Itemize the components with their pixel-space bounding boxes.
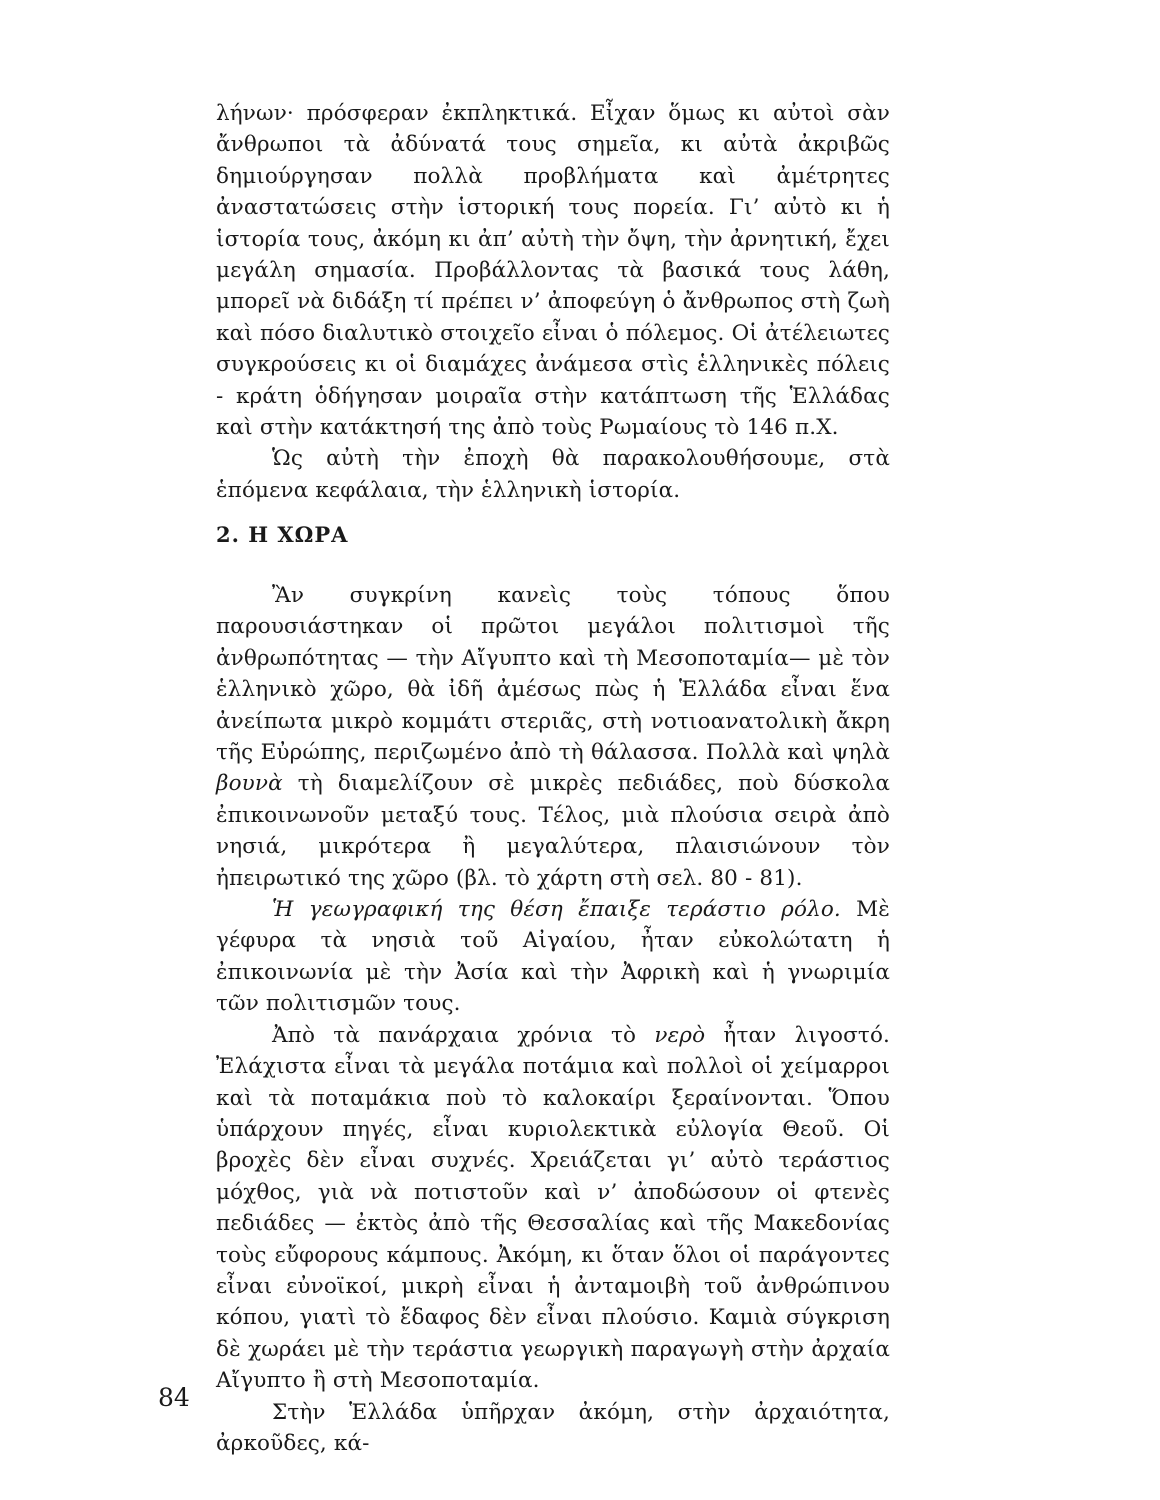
paragraph-3-text: Ἀπὸ τὰ πανάρχαια χρόνια τὸ — [272, 1022, 637, 1048]
paragraph-1-text-end: τὴ διαμελίζουν σὲ μικρὲς πεδιάδες, ποὺ δύσκολα ἐπικοινωνοῦν μεταξύ τους. Τέλος, μιὰ πλούσια σειρὰ ἀπὸ νησιά, μικρότερα ἢ μεγαλύτερα, πλαισιώνουν τὸν ἠπειρωτικό της χῶρο (βλ. τὸ χάρτη στὴ σελ. 80 - 81). — [216, 771, 890, 891]
paragraph-2-text: Μὲ γέφυρα τὰ νησιὰ τοῦ Αἰγαίου, ἦταν εὐκολώτατη ἡ ἐπικοινωνία μὲ τὴν Ἀσία καὶ τὴν Ἀφρικὴ καὶ ἡ γνωριμία τῶν πολιτισμῶν τους. — [216, 897, 890, 1017]
section-heading: 2. Η ΧΩΡΑ — [216, 522, 349, 547]
paragraph-1-text: Ἂν συγκρίνη κανεὶς τοὺς τόπους ὅπου παρουσιάστηκαν οἱ πρῶτοι μεγάλοι πολιτισμοὶ τῆς ἀνθρωπότητας — τὴν Αἴγυπτο καὶ τὴ Μεσοποταμία— μὲ τὸν ἑλληνικὸ χῶρο, θὰ ἰδῆ ἀμέσως πὼς ἡ Ἑλλάδα εἶναι ἕνα ἀνείπωτα μικρὸ κομμάτι στεριᾶς, στὴ νοτιοανατολικὴ ἄκρη τῆς Εὐρώπης, περιζωμένο ἀπὸ τὴ θάλασσα. Πολλὰ καὶ ψηλὰ — [216, 583, 890, 766]
paragraph-3 — [216, 1020, 890, 1397]
page-number: 84 — [158, 1383, 190, 1412]
paragraph-1-emphasis: βουνὰ — [216, 771, 283, 797]
intro-text-block — [216, 98, 890, 506]
section-text-block — [216, 580, 890, 1459]
paragraph-1 — [216, 580, 890, 894]
paragraph-2-emphasis: Ἡ γεωγραφική της θέση ἔπαιξε τεράστιο ρόλο. — [272, 897, 841, 923]
intro-paragraph-1: λήνων· πρόσφεραν ἐκπληκτικά. Εἶχαν ὅμως κι αὐτοὶ σὰν ἄνθρωποι τὰ ἀδύνατά τους σημεῖα, κι αὐτὰ ἀκριβῶς δημιούργησαν πολλὰ προβλήματα καὶ ἀμέτρητες ἀναστατώσεις στὴν ἱστορική τους πορεία. Γι’ αὐτὸ κι ἡ ἱστορία τους, ἀκόμη κι ἀπ’ αὐτὴ τὴν ὄψη, τὴν ἀρνητική, ἔχει μεγάλη σημασία. Προβάλλοντας τὰ βασικά τους λάθη, μπορεῖ νὰ διδάξη τί πρέπει ν’ ἀποφεύγη ὁ ἄνθρωπος στὴ ζωὴ καὶ πόσο διαλυτικὸ στοιχεῖο εἶναι ὁ πόλεμος. Οἱ ἀτέλειωτες συγκρούσεις κι οἱ διαμάχες ἀνάμεσα στὶς ἑλληνικὲς πόλεις - κράτη ὁδήγησαν μοιραῖα στὴν κατάπτωση τῆς Ἑλλάδας καὶ στὴν κατάκτησή της ἀπὸ τοὺς Ρωμαίους τὸ 146 π.Χ. — [216, 101, 890, 441]
paragraph-3-text-end: ἦταν λιγοστό. Ἐλάχιστα εἶναι τὰ μεγάλα ποτάμια καὶ πολλοὶ οἱ χείμαρροι καὶ τὰ ποταμάκια ποὺ τὸ καλοκαίρι ξεραίνονται. Ὅπου ὑπάρχουν πηγές, εἶναι κυριολεκτικὰ εὐλογία Θεοῦ. Οἱ βροχὲς δὲν εἶναι συχνές. Χρειάζεται γι’ αὐτὸ τεράστιος μόχθος, γιὰ νὰ ποτιστοῦν καὶ ν’ ἀποδώσουν οἱ φτενὲς πεδιάδες — ἐκτὸς ἀπὸ τῆς Θεσσαλίας καὶ τῆς Μακεδονίας τοὺς εὔφορους κάμπους. Ἀκόμη, κι ὅταν ὅλοι οἱ παράγοντες εἶναι εὐνοϊκοί, μικρὴ εἶναι ἡ ἀνταμοιβὴ τοῦ ἀνθρώπινου κόπου, γιατὶ τὸ ἔδαφος δὲν εἶναι πλούσιο. Καμιὰ σύγκριση δὲ χωράει μὲ τὴν τεράστια γεωργικὴ παραγωγὴ στὴν ἀρχαία Αἴγυπτο ἢ στὴ Μεσοποταμία. — [216, 1022, 891, 1394]
paragraph-2 — [216, 894, 890, 1020]
intro-paragraph-2: Ὡς αὐτὴ τὴν ἐποχὴ θὰ παρακολουθήσουμε, στὰ ἑπόμενα κεφάλαια, τὴν ἑλληνικὴ ἱστορία. — [216, 446, 890, 503]
paragraph-3-emphasis: νερὸ — [654, 1022, 706, 1048]
paragraph-4: Στὴν Ἑλλάδα ὑπῆρχαν ἀκόμη, στὴν ἀρχαιότητα, ἀρκοῦδες, κά- — [216, 1399, 890, 1456]
